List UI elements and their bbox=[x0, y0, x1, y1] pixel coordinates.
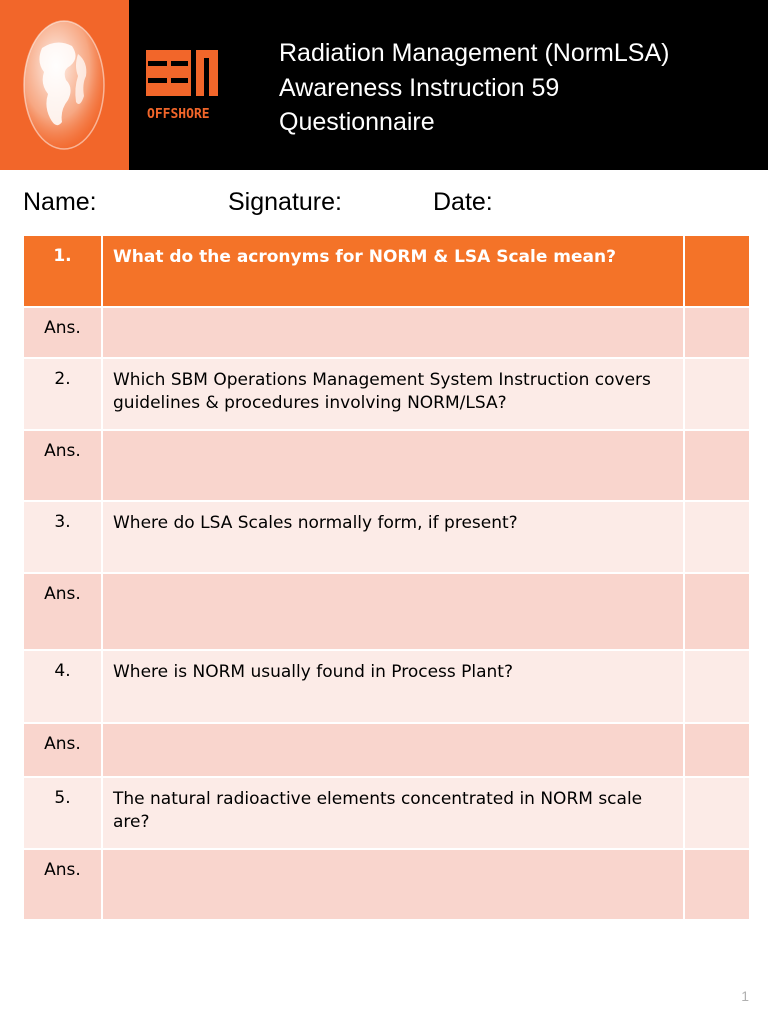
table-row bbox=[23, 430, 750, 501]
logo-subtext: OFFSHORE bbox=[147, 107, 210, 122]
question-text: The natural radioactive elements concentrated in NORM scale are? bbox=[102, 777, 684, 849]
table-row bbox=[23, 358, 750, 430]
table-row bbox=[23, 501, 750, 573]
answer-label: Ans. bbox=[23, 307, 102, 358]
page-number: 1 bbox=[741, 988, 749, 1004]
table-row bbox=[23, 235, 750, 307]
question-number: 5. bbox=[23, 777, 102, 849]
table-row bbox=[23, 573, 750, 650]
question-number: 2. bbox=[23, 358, 102, 430]
answer-field[interactable] bbox=[102, 573, 684, 650]
question-text: Where is NORM usually found in Process Plant? bbox=[102, 650, 684, 723]
score-cell bbox=[684, 777, 750, 849]
table-row bbox=[23, 307, 750, 358]
score-cell bbox=[684, 650, 750, 723]
table-row bbox=[23, 723, 750, 777]
table-row bbox=[23, 849, 750, 920]
answer-label: Ans. bbox=[23, 723, 102, 777]
answer-field[interactable] bbox=[102, 723, 684, 777]
question-text: Which SBM Operations Management System Instruction covers guidelines & procedures involving NORM/LSA? bbox=[102, 358, 684, 430]
answer-label: Ans. bbox=[23, 573, 102, 650]
answer-field[interactable] bbox=[102, 307, 684, 358]
form-fields-row bbox=[0, 188, 768, 220]
score-cell bbox=[684, 849, 750, 920]
question-number: 1. bbox=[23, 235, 102, 307]
header-bar bbox=[0, 0, 768, 170]
score-cell bbox=[684, 723, 750, 777]
title-line-1: Radiation Management (NormLSA) bbox=[279, 39, 670, 67]
questionnaire-table bbox=[22, 234, 751, 921]
name-label: Name: bbox=[23, 188, 97, 216]
score-cell bbox=[684, 501, 750, 573]
answer-field[interactable] bbox=[102, 430, 684, 501]
score-cell bbox=[684, 307, 750, 358]
question-text: Where do LSA Scales normally form, if present? bbox=[102, 501, 684, 573]
score-cell bbox=[684, 430, 750, 501]
answer-field[interactable] bbox=[102, 849, 684, 920]
question-text: What do the acronyms for NORM & LSA Scale mean? bbox=[102, 235, 684, 307]
answer-label: Ans. bbox=[23, 849, 102, 920]
table-row bbox=[23, 650, 750, 723]
signature-label: Signature: bbox=[228, 188, 342, 216]
title-line-3: Questionnaire bbox=[279, 108, 435, 136]
question-number: 4. bbox=[23, 650, 102, 723]
brand-block bbox=[0, 0, 129, 170]
question-number: 3. bbox=[23, 501, 102, 573]
date-label: Date: bbox=[433, 188, 493, 216]
globe-icon bbox=[22, 18, 106, 152]
sbm-offshore-logo bbox=[146, 50, 222, 122]
answer-label: Ans. bbox=[23, 430, 102, 501]
score-cell bbox=[684, 235, 750, 307]
title-line-2: Awareness Instruction 59 bbox=[279, 73, 560, 102]
score-cell bbox=[684, 573, 750, 650]
table-row bbox=[23, 777, 750, 849]
score-cell bbox=[684, 358, 750, 430]
page-title bbox=[279, 36, 749, 140]
